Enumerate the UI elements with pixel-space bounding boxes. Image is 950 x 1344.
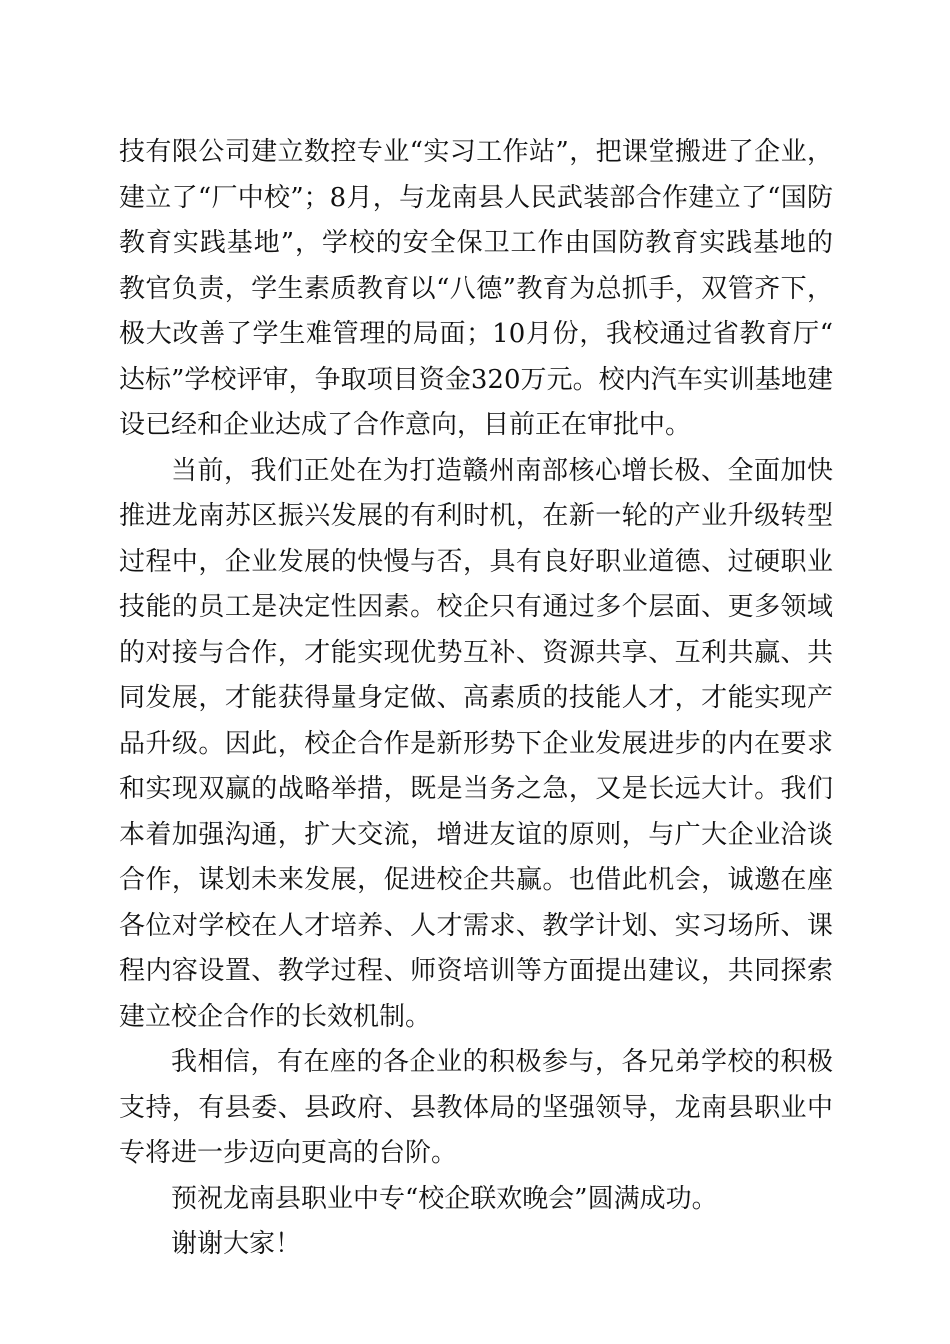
paragraph-3: 我相信，有在座的各企业的积极参与，各兄弟学校的积极支持，有县委、县政府、县教体局的坚强领导，龙南县职业中专将进一步迈向更高的台阶。	[119, 1047, 833, 1168]
paragraph-5: 谢谢大家！	[171, 1229, 302, 1259]
paragraph-1: 技有限公司建立数控专业“实习工作站”，把课堂搬进了企业，建立了“厂中校”；8月，与龙南县人民武装部合作建立了“国防教育实践基地”，学校的安全保卫工作由国防教育实践基地的教官负责，学生素质教育以“八德”教育为总抓手，双管齐下，极大改善了学生难管理的局面；10月份，我校通过省教育厅“达标”学校评审，争取项目资金320万元。校内汽车实训基地建设已经和企业达成了合作意向，目前正在审批中。	[119, 137, 833, 440]
document-body	[119, 130, 833, 1268]
paragraph-2: 当前，我们正处在为打造赣州南部核心增长极、全面加快推进龙南苏区振兴发展的有利时机，在新一轮的产业升级转型过程中，企业发展的快慢与否，具有良好职业道德、过硬职业技能的员工是决定性因素。校企只有通过多个层面、更多领域的对接与合作，才能实现优势互补、资源共享、互利共赢、共同发展，才能获得量身定做、高素质的技能人才，才能实现产品升级。因此，校企合作是新形势下企业发展进步的内在要求和实现双赢的战略举措，既是当务之急，又是长远大计。我们本着加强沟通，扩大交流，增进友谊的原则，与广大企业洽谈合作，谋划未来发展，促进校企共赢。也借此机会，诚邀在座各位对学校在人才培养、人才需求、教学计划、实习场所、课程内容设置、教学过程、师资培训等方面提出建议，共同探索建立校企合作的长效机制。	[119, 455, 833, 1032]
paragraph-4: 预祝龙南县职业中专“校企联欢晚会”圆满成功。	[171, 1183, 718, 1214]
